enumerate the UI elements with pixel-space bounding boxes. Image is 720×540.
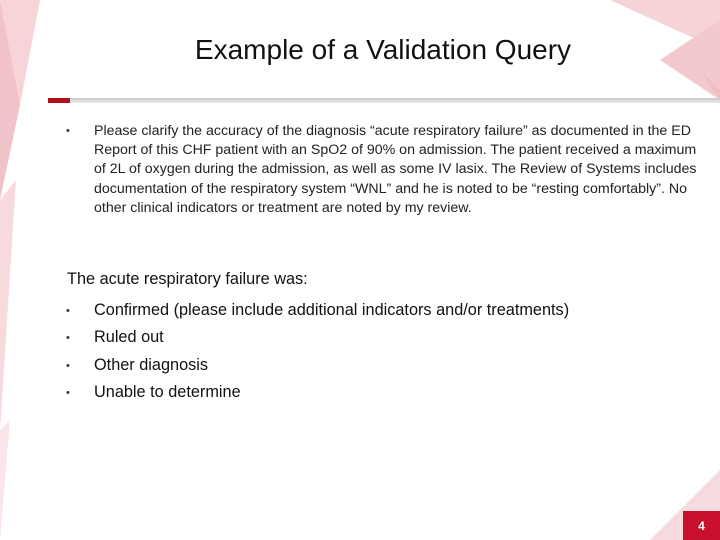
answer-options-list [58, 298, 678, 407]
option-label: Confirmed (please include additional indicators and/or treatments) [94, 301, 570, 319]
bullet-icon: • [66, 386, 70, 399]
slide-title: Example of a Validation Query [194, 34, 572, 65]
option-confirmed [58, 298, 678, 325]
bullet-icon: • [66, 305, 70, 317]
facet-left-lower [0, 180, 16, 430]
option-label: Ruled out [94, 328, 164, 347]
page-number-badge [683, 511, 720, 540]
query-text-item [58, 122, 702, 218]
title-divider [48, 98, 720, 103]
facet-left-bottom [0, 420, 10, 540]
bullet-icon: • [66, 359, 70, 372]
option-unable-to-determine [58, 380, 678, 407]
question-prompt: The acute respiratory failure was: [67, 270, 308, 288]
page-number: 4 [698, 518, 705, 533]
query-text-list [58, 122, 702, 218]
option-label: Other diagnosis [94, 355, 209, 374]
bullet-icon: • [66, 125, 70, 137]
bullet-icon: • [66, 332, 70, 345]
option-label: Unable to determine [94, 382, 241, 401]
option-other-diagnosis [58, 353, 678, 380]
title-divider-accent [48, 98, 70, 103]
query-text: Please clarify the accuracy of the diagnosis “acute respiratory failure” as documented in the ED Report of this CHF patient with an SpO2 of 90% on admission. The patient received a maximum of 2L of oxygen during the admission, as well as some IV lasix. The Review of Systems includes documentation of the respiratory system “WNL” and he is noted to be “resting comfortably”. No other clinical indicators or treatment are noted by my review. [94, 123, 697, 216]
option-ruled-out [58, 325, 678, 352]
